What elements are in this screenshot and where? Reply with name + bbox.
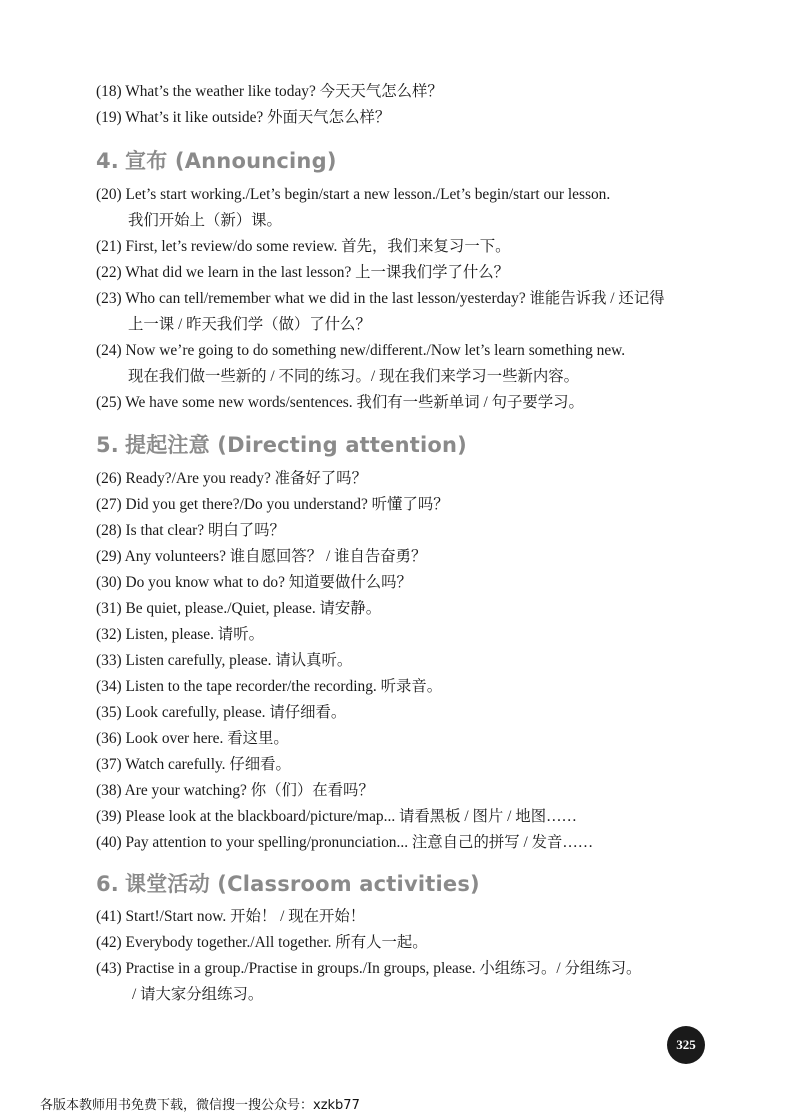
section-heading-announcing: 4. 宣布 (Announcing)	[96, 149, 337, 173]
list-item: (21) First, let’s review/do some review. 首先，我们来复习一下。	[96, 238, 511, 255]
list-item: (19) What’s it like outside? 外面天气怎么样？	[96, 109, 391, 126]
list-item: (38) Are your watching? 你（们）在看吗？	[96, 782, 374, 799]
footer-note: 各版本教师用书免费下载，微信搜一搜公众号：xzkb77	[40, 1098, 360, 1113]
list-item: (23) Who can tell/remember what we did in the last lesson/yesterday? 谁能告诉我 / 还记得 上一课 / 昨天我们学（做）了什么？	[96, 290, 665, 333]
section-heading-directing-attention: 5. 提起注意 (Directing attention)	[96, 433, 467, 457]
list-item: (31) Be quiet, please./Quiet, please. 请安静。	[96, 600, 382, 617]
page-number-badge: 325	[667, 1026, 705, 1064]
list-item: (24) Now we’re going to do something new/different./Now let’s learn something new. 现在我们做一些新的 / 不同的练习。/ 现在我们来学习一些新内容。	[96, 342, 626, 385]
list-item: (27) Did you get there?/Do you understand? 听懂了吗？	[96, 496, 449, 513]
list-item: (18) What’s the weather like today? 今天天气怎么样？	[96, 83, 443, 100]
list-item: (36) Look over here. 看这里。	[96, 730, 289, 747]
list-item: (26) Ready?/Are you ready? 准备好了吗？	[96, 470, 367, 487]
list-item: (39) Please look at the blackboard/picture/map... 请看黑板 / 图片 / 地图……	[96, 808, 577, 825]
list-item: (25) We have some new words/sentences. 我们有一些新单词 / 句子要学习。	[96, 394, 584, 411]
list-item: (42) Everybody together./All together. 所有人一起。	[96, 934, 428, 951]
list-item: (37) Watch carefully. 仔细看。	[96, 756, 291, 773]
list-item: (41) Start!/Start now. 开始！ / 现在开始！	[96, 908, 366, 925]
item-list-directing-attention	[96, 466, 736, 856]
section-heading-classroom-activities: 6. 课堂活动 (Classroom activities)	[96, 872, 480, 896]
list-item: (30) Do you know what to do? 知道要做什么吗？	[96, 574, 412, 591]
list-item: (40) Pay attention to your spelling/pronunciation... 注意自己的拼写 / 发音……	[96, 834, 594, 851]
list-item: (43) Practise in a group./Practise in groups./In groups, please. 小组练习。/ 分组练习。 / 请大家分组练习。	[96, 960, 642, 1003]
list-item: (20) Let’s start working./Let’s begin/start a new lesson./Let’s begin/start our lesson. 我们开始上（新）课。	[96, 186, 611, 229]
list-item: (34) Listen to the tape recorder/the recording. 听录音。	[96, 678, 443, 695]
item-list-announcing	[96, 182, 736, 416]
list-item: (28) Is that clear? 明白了吗？	[96, 522, 285, 539]
list-item: (33) Listen carefully, please. 请认真听。	[96, 652, 353, 669]
item-list-classroom-activities	[96, 904, 736, 1008]
list-item: (22) What did we learn in the last lesson? 上一课我们学了什么？	[96, 264, 510, 281]
item-list-weather	[96, 79, 736, 131]
list-item: (35) Look carefully, please. 请仔细看。	[96, 704, 347, 721]
list-item: (32) Listen, please. 请听。	[96, 626, 264, 643]
list-item: (29) Any volunteers? 谁自愿回答？ / 谁自告奋勇？	[96, 548, 427, 565]
